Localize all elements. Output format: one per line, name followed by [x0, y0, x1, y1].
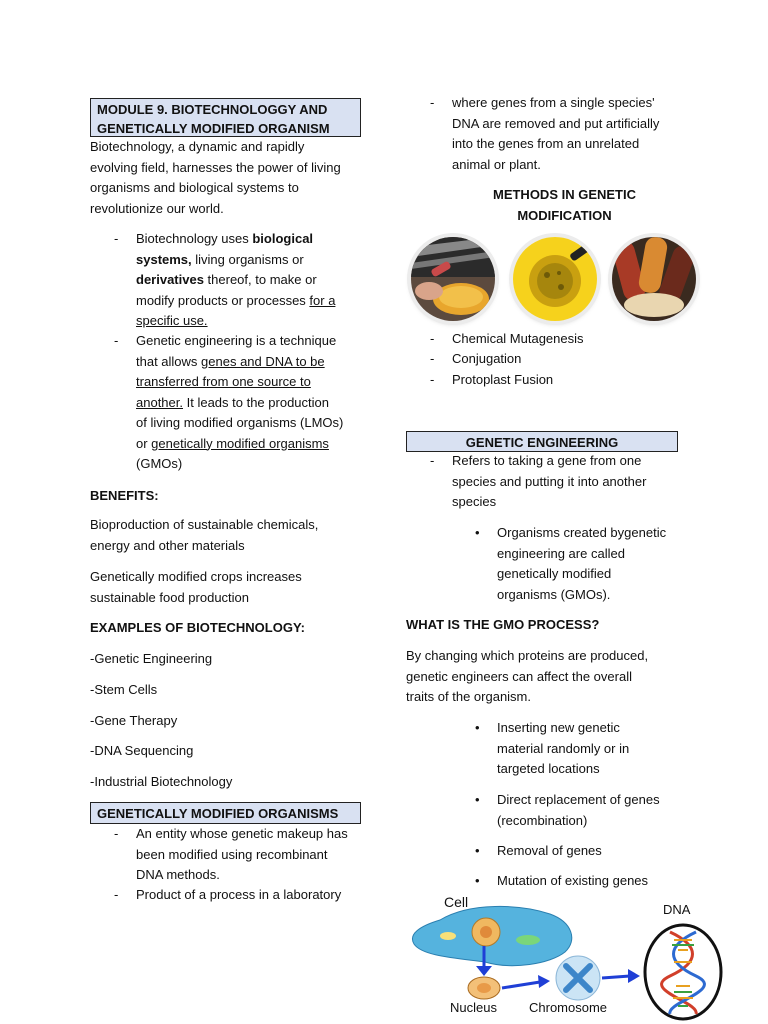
- intro-paragraph: Biotechnology, a dynamic and rapidly evolving field, harnesses the power of living organisms and biological systems to revolutionize our world.: [90, 139, 341, 216]
- genetic-engineering-box: [406, 431, 678, 452]
- bullet-marker: •: [475, 720, 480, 735]
- example-item: -DNA Sequencing: [90, 743, 194, 758]
- dash-marker: -: [430, 331, 435, 346]
- dash-marker: -: [430, 372, 435, 387]
- diagram-label-nucleus: Nucleus: [450, 1000, 497, 1015]
- dash-marker: -: [114, 333, 119, 348]
- example-item: -Industrial Biotechnology: [90, 774, 233, 789]
- mutagenesis-image: [411, 237, 495, 321]
- benefits-heading: BENEFITS:: [90, 488, 159, 503]
- gmo-heading-box: [90, 802, 361, 824]
- dash-marker: -: [430, 95, 435, 110]
- gmo-heading: GENETICALLY MODIFIED ORGANISMS: [97, 806, 339, 821]
- bullet-marker: •: [475, 843, 480, 858]
- bullet-marker: •: [475, 525, 480, 540]
- example-item: -Stem Cells: [90, 682, 158, 697]
- gmo-process-heading: WHAT IS THE GMO PROCESS?: [406, 617, 600, 632]
- bullet-marker: •: [475, 792, 480, 807]
- bullet-marker: •: [475, 873, 480, 888]
- genetic-engineering-heading: GENETIC ENGINEERING: [465, 435, 619, 450]
- gmo-process-text: By changing which proteins are produced, genetic engineers can affect the overall traits of the organism.: [406, 648, 649, 704]
- dash-marker: -: [430, 453, 435, 468]
- methods-heading: METHODS IN GENETIC MODIFICATION: [492, 187, 636, 223]
- examples-heading: EXAMPLES OF BIOTECHNOLOGY:: [90, 620, 305, 635]
- module-title-box: [90, 98, 361, 137]
- protoplast-fusion-image: [612, 237, 696, 321]
- benefit-item: Genetically modified crops increases sustainable food production: [90, 569, 302, 605]
- benefit-item: Bioproduction of sustainable chemicals, energy and other materials: [90, 517, 319, 553]
- diagram-label-cell: Cell: [444, 894, 469, 910]
- module-title-line2: GENETICALLY MODIFIED ORGANISM: [97, 121, 330, 136]
- example-item: -Gene Therapy: [90, 713, 178, 728]
- diagram-label-dna: DNA: [663, 902, 691, 917]
- dash-marker: -: [114, 887, 119, 902]
- example-item: -Genetic Engineering: [90, 651, 213, 666]
- dash-marker: -: [430, 351, 435, 366]
- dash-marker: -: [114, 826, 119, 841]
- dash-marker: -: [114, 231, 119, 246]
- module-title-line1: MODULE 9. BIOTECHNOLOGGY AND: [97, 102, 328, 117]
- conjugation-image: [513, 237, 597, 321]
- diagram-label-chromosome: Chromosome: [529, 1000, 608, 1015]
